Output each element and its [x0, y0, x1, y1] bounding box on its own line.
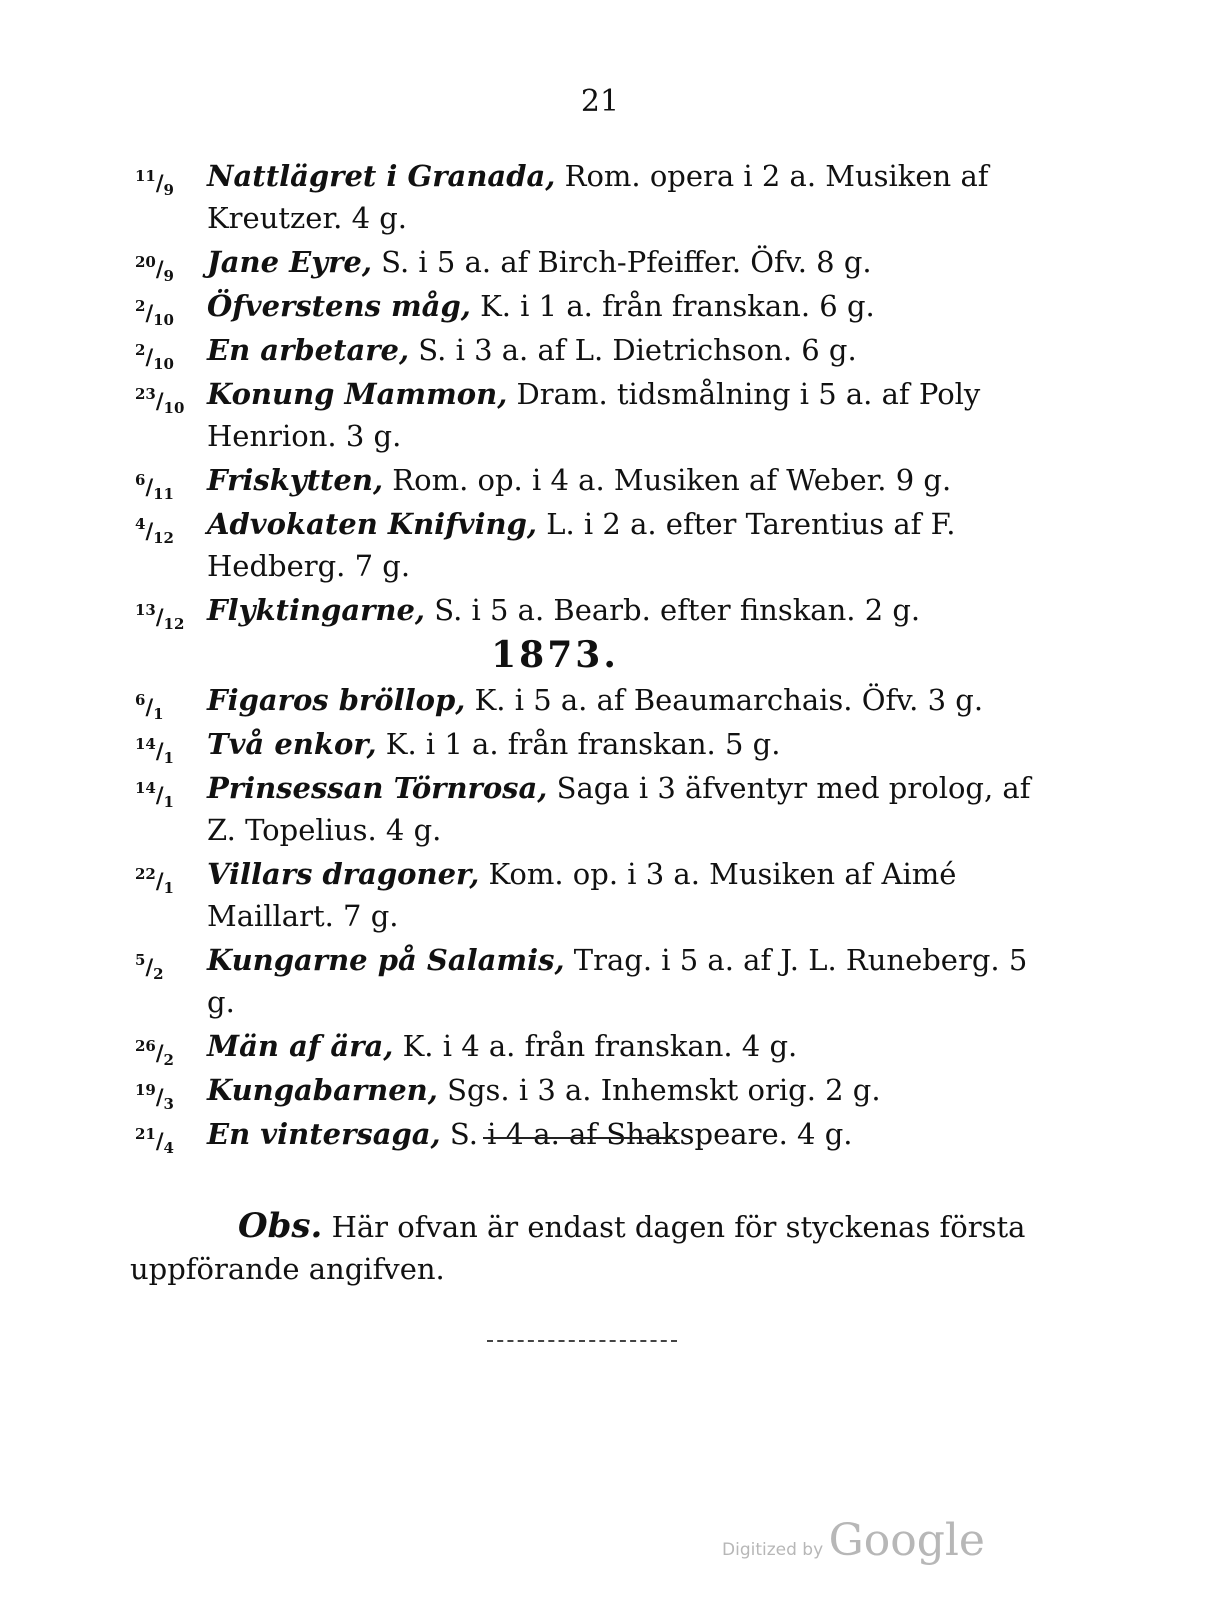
play-title: Friskytten,	[207, 463, 384, 497]
entry-date: $^4/_{12}$	[135, 515, 174, 547]
entry-date: $^6/_{11}$	[135, 471, 174, 503]
entry-date: $^{11}/_9$	[135, 167, 174, 199]
list-item	[135, 1113, 1055, 1155]
play-details: Kom. op. i 3 a. Musiken af Aimé Maillart. 7 g.	[207, 857, 957, 933]
entry-date: $^{14}/_1$	[135, 735, 174, 767]
play-details: Rom. opera i 2 a. Musiken af Kreutzer. 4 g.	[207, 159, 989, 235]
play-details: Sgs. i 3 a. Inhemskt orig. 2 g.	[437, 1073, 881, 1107]
entry-date: $^{26}/_2$	[135, 1037, 174, 1069]
date-month: 10	[163, 399, 185, 417]
play-title: Kungarne på Salamis,	[207, 943, 565, 977]
play-title: Jane Eyre,	[207, 245, 372, 279]
date-day: 26	[135, 1037, 156, 1055]
list-item	[135, 503, 1055, 587]
entry-date: $^{22}/_1$	[135, 865, 174, 897]
entry-date: $^5/_2$	[135, 951, 164, 983]
entries-1872	[135, 155, 1055, 631]
date-month: 10	[153, 311, 174, 329]
date-month: 1	[153, 705, 164, 723]
list-item	[135, 679, 1055, 721]
list-item	[135, 723, 1055, 765]
date-month: 9	[163, 267, 174, 285]
play-details: K. i 1 a. från franskan. 6 g.	[470, 289, 875, 323]
list-item	[135, 373, 1055, 457]
list-item	[135, 285, 1055, 327]
date-day: 19	[135, 1081, 156, 1099]
entry-date: $^{13}/_{12}$	[135, 601, 185, 633]
date-day: 4	[135, 515, 146, 533]
play-title: Villars dragoner,	[207, 857, 480, 891]
date-month: 12	[153, 529, 174, 547]
date-day: 2	[135, 341, 146, 359]
google-logo: Google	[828, 1515, 985, 1566]
entry-date: $^{14}/_1$	[135, 779, 174, 811]
date-month: 1	[163, 879, 174, 897]
date-day: 5	[135, 951, 146, 969]
list-item	[135, 329, 1055, 371]
play-title: Nattlägret i Granada,	[207, 159, 556, 193]
date-day: 6	[135, 471, 146, 489]
entries-1873	[135, 679, 1055, 1155]
date-day: 14	[135, 735, 156, 753]
date-day: 22	[135, 865, 156, 883]
date-month: 1	[163, 749, 174, 767]
play-title: Öfverstens måg,	[207, 289, 471, 323]
date-month: 2	[153, 965, 164, 983]
play-details: Trag. i 5 a. af J. L. Runeberg. 5 g.	[207, 943, 1028, 1019]
play-title: Konung Mammon,	[207, 377, 508, 411]
entry-date: $^{21}/_4$	[135, 1125, 174, 1157]
play-title: Två enkor,	[207, 727, 377, 761]
date-month: 10	[153, 355, 174, 373]
list-item	[135, 589, 1055, 631]
play-title: Kungabarnen,	[207, 1073, 438, 1107]
play-details: S. i 4 a. af Shakspeare. 4 g.	[440, 1117, 853, 1151]
play-details: S. i 5 a. af Birch-Pfeiffer. Öfv. 8 g.	[371, 245, 872, 279]
play-title: En vintersaga,	[207, 1117, 441, 1151]
date-day: 11	[135, 167, 156, 185]
entry-date: $^2/_{10}$	[135, 341, 174, 373]
list-item	[135, 1069, 1055, 1111]
list-item	[135, 1025, 1055, 1067]
list-item	[135, 241, 1055, 283]
entry-date: $^6/_1$	[135, 691, 164, 723]
divider-rule	[483, 1137, 675, 1139]
obs-note	[130, 1205, 1050, 1290]
entry-date: $^{23}/_{10}$	[135, 385, 185, 417]
play-details: K. i 5 a. af Beaumarchais. Öfv. 3 g.	[465, 683, 984, 717]
list-item	[135, 939, 1055, 1023]
play-details: K. i 4 a. från franskan. 4 g.	[393, 1029, 798, 1063]
entry-date: $^{19}/_3$	[135, 1081, 174, 1113]
play-details: S. i 3 a. af L. Dietrichson. 6 g.	[409, 333, 857, 367]
date-month: 9	[163, 181, 174, 199]
page-number: 21	[580, 84, 620, 119]
play-details: L. i 2 a. efter Tarentius af F. Hedberg. 7 g.	[207, 507, 956, 583]
play-details: S. i 5 a. Bearb. efter finskan. 2 g.	[425, 593, 921, 627]
date-month: 3	[163, 1095, 174, 1113]
end-rule	[487, 1340, 677, 1342]
entry-list	[135, 155, 1055, 1157]
date-month: 12	[163, 615, 185, 633]
year-heading: 1873.	[491, 634, 619, 676]
play-title: Figaros bröllop,	[207, 683, 466, 717]
play-title: Flyktingarne,	[207, 593, 426, 627]
play-title: En arbetare,	[207, 333, 410, 367]
date-day: 13	[135, 601, 156, 619]
google-watermark	[722, 1515, 985, 1566]
date-day: 21	[135, 1125, 156, 1143]
list-item	[135, 459, 1055, 501]
play-title: Män af ära,	[207, 1029, 394, 1063]
date-month: 1	[163, 793, 174, 811]
list-item	[135, 767, 1055, 851]
list-item	[135, 853, 1055, 937]
play-details: Saga i 3 äfventyr med prolog, af Z. Topelius. 4 g.	[207, 771, 1031, 847]
play-title: Prinsessan Törnrosa,	[207, 771, 548, 805]
play-details: K. i 1 a. från franskan. 5 g.	[376, 727, 781, 761]
entry-date: $^2/_{10}$	[135, 297, 174, 329]
play-details: Rom. op. i 4 a. Musiken af Weber. 9 g.	[383, 463, 952, 497]
watermark-prefix: Digitized by	[722, 1540, 829, 1560]
date-month: 11	[153, 485, 174, 503]
date-day: 23	[135, 385, 156, 403]
date-month: 2	[163, 1051, 174, 1069]
play-title: Advokaten Knifving,	[207, 507, 537, 541]
date-day: 2	[135, 297, 146, 315]
date-day: 6	[135, 691, 146, 709]
obs-text: Här ofvan är endast dagen för styckenas första uppförande angifven.	[130, 1210, 1026, 1286]
entry-date: $^{20}/_9$	[135, 253, 174, 285]
list-item	[135, 155, 1055, 239]
play-details: Dram. tidsmålning i 5 a. af Poly Henrion. 3 g.	[207, 377, 981, 453]
date-day: 20	[135, 253, 156, 271]
obs-label: Obs.	[238, 1206, 323, 1246]
date-day: 14	[135, 779, 156, 797]
date-month: 4	[163, 1139, 174, 1157]
